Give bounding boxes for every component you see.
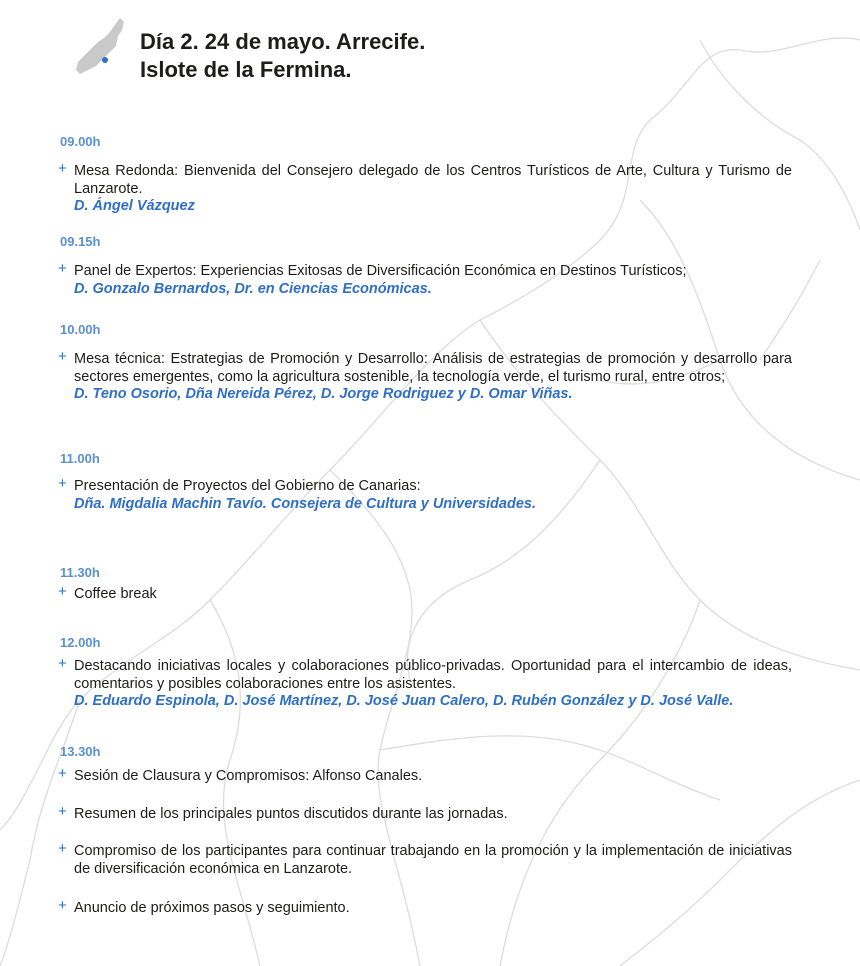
agenda-item (58, 583, 792, 604)
plus-icon: + (58, 160, 67, 177)
plus-icon: + (58, 840, 67, 857)
agenda-item-speakers: D. Eduardo Espinola, D. José Martínez, D. José Juan Calero, D. Rubén González y D. José Valle. (74, 693, 734, 709)
page-title (140, 28, 740, 84)
plus-icon: + (58, 475, 67, 492)
agenda-item (58, 765, 792, 786)
session-time: 09.15h (60, 234, 101, 249)
session-time: 09.00h (60, 134, 101, 149)
plus-icon: + (58, 348, 67, 365)
map-border (0, 700, 80, 966)
map-border (330, 470, 420, 966)
agenda-item (58, 655, 792, 711)
plus-icon: + (58, 765, 67, 782)
agenda-item-speakers: D. Ángel Vázquez (74, 198, 195, 214)
title-line-1: Día 2. 24 de mayo. Arrecife. (140, 29, 426, 54)
map-coastline (0, 38, 860, 830)
session-time: 13.30h (60, 744, 101, 759)
agenda-item-text: Presentación de Proyectos del Gobierno de Canarias: (74, 478, 421, 494)
agenda-item-speakers: D. Teno Osorio, Dña Nereida Pérez, D. Jorge Rodriguez y D. Omar Viñas. (74, 386, 573, 402)
session-time: 12.00h (60, 635, 101, 650)
title-line-2: Islote de la Fermina. (140, 57, 352, 82)
plus-icon: + (58, 583, 67, 600)
agenda-item (58, 840, 792, 878)
agenda-item-speakers: D. Gonzalo Bernardos, Dr. en Ciencias Económicas. (74, 280, 432, 297)
session-time: 11.00h (60, 451, 100, 466)
agenda-item (58, 897, 792, 918)
map-border (640, 200, 860, 480)
agenda-item (58, 475, 792, 513)
agenda-item-text: Sesión de Clausura y Compromisos: Alfonso Canales. (74, 768, 423, 784)
agenda-item-text: Anuncio de próximos pasos y seguimiento. (74, 900, 350, 916)
agenda-item (58, 260, 792, 298)
agenda-item-text: Destacando iniciativas locales y colaboraciones público-privadas. Oportunidad para el intercambio de ideas, comentarios y posibles colaboraciones entre los asistentes. (74, 658, 792, 692)
agenda-item-text: Compromiso de los participantes para continuar trabajando en la promoción y la implementación de iniciativas de diversificación económica en Lanzarote. (74, 843, 792, 877)
agenda-item (58, 803, 792, 824)
agenda-item-text: Mesa Redonda: Bienvenida del Consejero delegado de los Centros Turísticos de Arte, Cultura y Turismo de Lanzarote. (74, 163, 792, 197)
session-time: 10.00h (60, 322, 101, 337)
agenda-item (58, 348, 792, 404)
agenda-item-text: Resumen de los principales puntos discutidos durante las jornadas. (74, 806, 508, 822)
lanzarote-island-icon (72, 16, 128, 76)
agenda-item (58, 160, 792, 216)
agenda-item-text: Mesa técnica: Estrategias de Promoción y Desarrollo: Análisis de estrategias de promoción y desarrollo para sectores emergentes, como la agricultura sostenible, la tecnología verde, el turismo rural, entre otros; (74, 351, 792, 385)
session-time: 11.30h (60, 565, 100, 580)
plus-icon: + (58, 260, 67, 277)
plus-icon: + (58, 655, 67, 672)
agenda-item-speakers: Dña. Migdalia Machin Tavío. Consejera de Cultura y Universidades. (74, 495, 536, 512)
plus-icon: + (58, 897, 67, 914)
plus-icon: + (58, 803, 67, 820)
agenda-item-text: Coffee break (74, 586, 157, 602)
agenda-item-text: Panel de Expertos: Experiencias Exitosas de Diversificación Económica en Destinos Turísticos; (74, 263, 687, 279)
